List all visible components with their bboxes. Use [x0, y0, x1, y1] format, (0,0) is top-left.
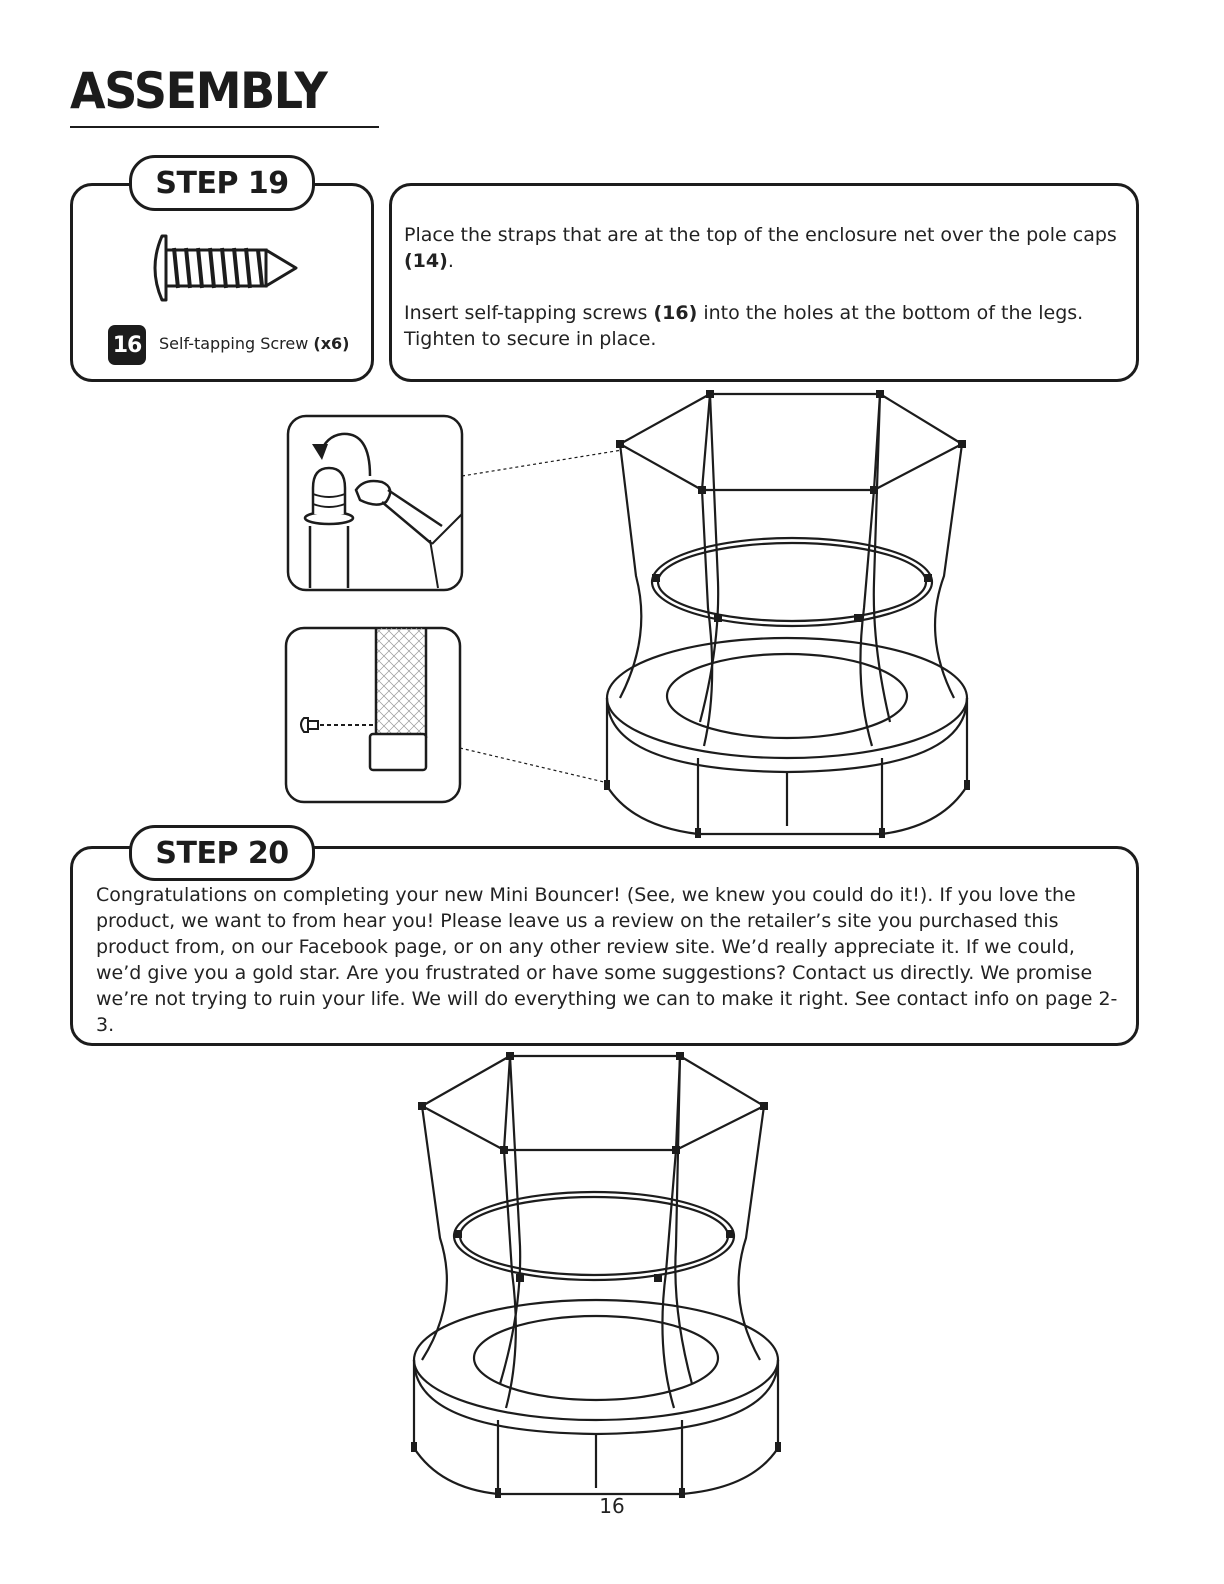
page-number: 16 [599, 1494, 625, 1518]
part-number-badge: 16 [108, 325, 146, 365]
part-quantity: (x6) [313, 334, 350, 353]
step20-text: Congratulations on completing your new Mini Bouncer! (See, we knew you could do it!). If you love the product, we want to from hear you! Please leave us a review on the retailer’s site you purchased this product from, on our Facebook page, or on any other review site. We’d really appreciate it. If we could, we’d give you a gold star. Are you frustrated or have some suggestions? Contact us directly. We promise we’re not trying to ruin your life. We will do everything we can to make it right. See contact info on page 2-3. [96, 884, 1118, 1036]
step19-label: STEP 19 [129, 155, 315, 211]
trampoline-step19-illustration [592, 386, 982, 842]
step20-label: STEP 20 [129, 825, 315, 881]
instruction-text-end: . [447, 250, 454, 272]
part-name: Self-tapping Screw [159, 334, 309, 353]
instruction-text-end: into the holes at the bottom of the legs. Tighten to secure in place. [404, 302, 1084, 350]
trampoline-step20-illustration [400, 1050, 792, 1500]
part-reference: (16) [653, 302, 698, 324]
instruction-text: Place the straps that are at the top of the enclosure net over the pole caps [404, 224, 1117, 246]
part-reference: (14) [404, 250, 448, 272]
page-title: ASSEMBLY [70, 62, 327, 120]
instruction-text: Insert self-tapping screws [404, 302, 648, 324]
